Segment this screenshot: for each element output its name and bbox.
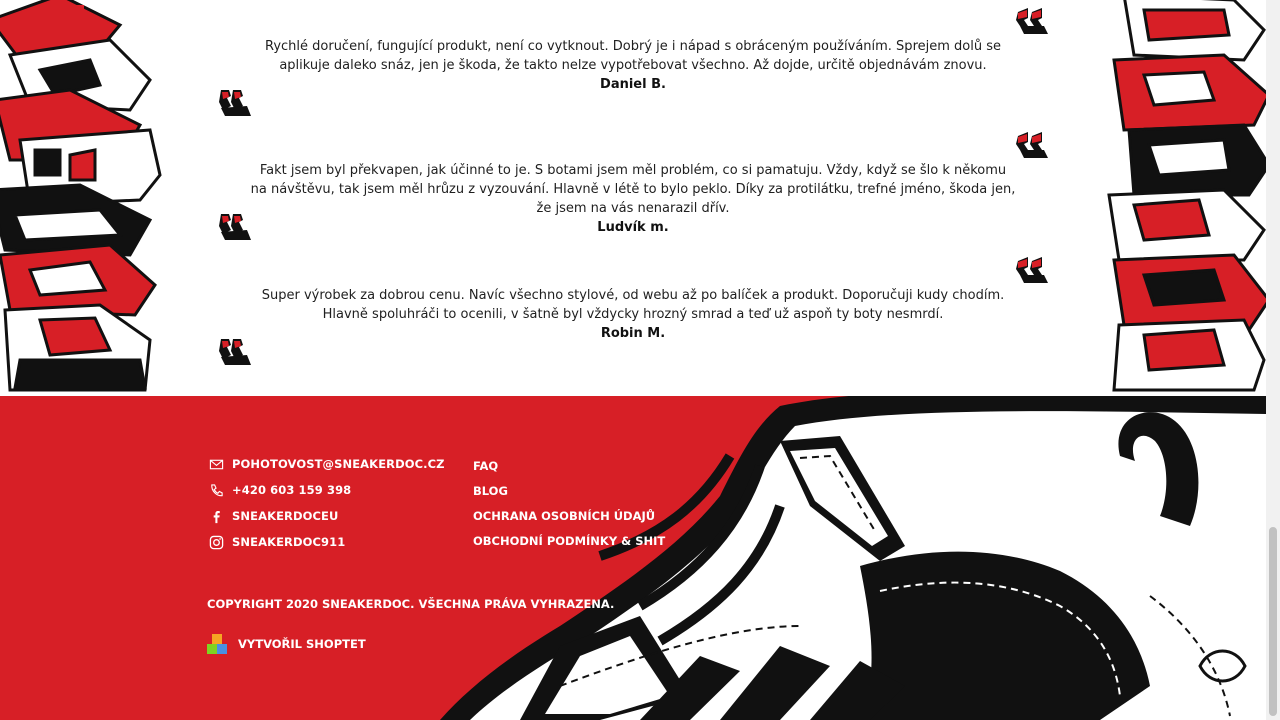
facebook-label: SNEAKERDOCEU — [232, 509, 339, 523]
scrollbar-thumb[interactable] — [1269, 527, 1277, 716]
shoptet-credit-link[interactable] — [207, 634, 366, 654]
shoptet-logo-icon — [207, 634, 227, 654]
close-quote-icon — [217, 212, 251, 240]
shoptet-credit-label: VYTVOŘIL SHOPTET — [238, 637, 366, 651]
review-text: Rychlé doručení, fungující produkt, není co vytknout. Dobrý je i nápad s obráceným používáním. Sprejem dolů se aplikuje daleko snáz, jen je škoda, že takto nelze vypotřebovat všechno. Až dojde, určitě objednávám znovu. — [265, 39, 1001, 73]
site-footer — [0, 396, 1266, 720]
review-item — [250, 161, 1016, 237]
review-author: Daniel B. — [600, 77, 666, 92]
email-contact[interactable] — [208, 456, 445, 472]
facebook-link[interactable] — [208, 508, 338, 524]
review-author: Ludvík m. — [597, 220, 669, 235]
footer-link-privacy[interactable]: OCHRANA OSOBNÍCH ÚDAJŮ — [473, 509, 656, 523]
review-author: Robin M. — [600, 326, 666, 341]
phone-contact[interactable] — [208, 482, 351, 498]
open-quote-icon — [1014, 130, 1048, 158]
footer-link-faq[interactable]: FAQ — [473, 459, 499, 473]
facebook-icon — [208, 508, 224, 524]
review-item — [250, 37, 1016, 94]
phone-icon — [208, 482, 224, 498]
sneaker-footer-illustration — [0, 396, 1266, 720]
sneaker-pile-left-illustration — [0, 0, 165, 396]
review-text: Fakt jsem byl překvapen, jak účinné to je. S botami jsem měl problém, co si pamatuju. Vždy, když se šlo k někomu na návštěvu, tak jsem měl hrůzu z vyzouvání. Hlavně v létě to bylo peklo. Díky za protilátku, trefné jméno, škoda jen, že jsem na vás nenarazil dřív. — [250, 163, 1016, 216]
review-item — [250, 286, 1016, 343]
email-label: POHOTOVOST@SNEAKERDOC.CZ — [232, 457, 445, 471]
footer-link-terms[interactable]: OBCHODNÍ PODMÍNKY & SHIT — [473, 534, 666, 548]
instagram-label: SNEAKERDOC911 — [232, 535, 346, 549]
review-text: Super výrobek za dobrou cenu. Navíc všechno stylové, od webu až po balíček a produkt. Doporučuji kudy chodím. Hlavně spoluhráči to ocenili, v šatně byl vždycky hrozný smrad a teď už aspoň ty boty nesmrdí. — [261, 288, 1005, 322]
close-quote-icon — [217, 337, 251, 365]
open-quote-icon — [1014, 6, 1048, 34]
instagram-icon — [208, 534, 224, 550]
phone-label: +420 603 159 398 — [232, 483, 352, 497]
page-scrollbar[interactable] — [1266, 0, 1280, 720]
close-quote-icon — [217, 88, 251, 116]
mail-icon — [208, 456, 224, 472]
open-quote-icon — [1014, 255, 1048, 283]
footer-link-blog[interactable]: BLOG — [473, 484, 508, 498]
instagram-link[interactable] — [208, 534, 345, 550]
copyright-text: COPYRIGHT 2020 SNEAKERDOC. VŠECHNA PRÁVA VYHRAZENA. — [207, 597, 615, 611]
sneaker-pile-right-illustration — [1104, 0, 1266, 392]
